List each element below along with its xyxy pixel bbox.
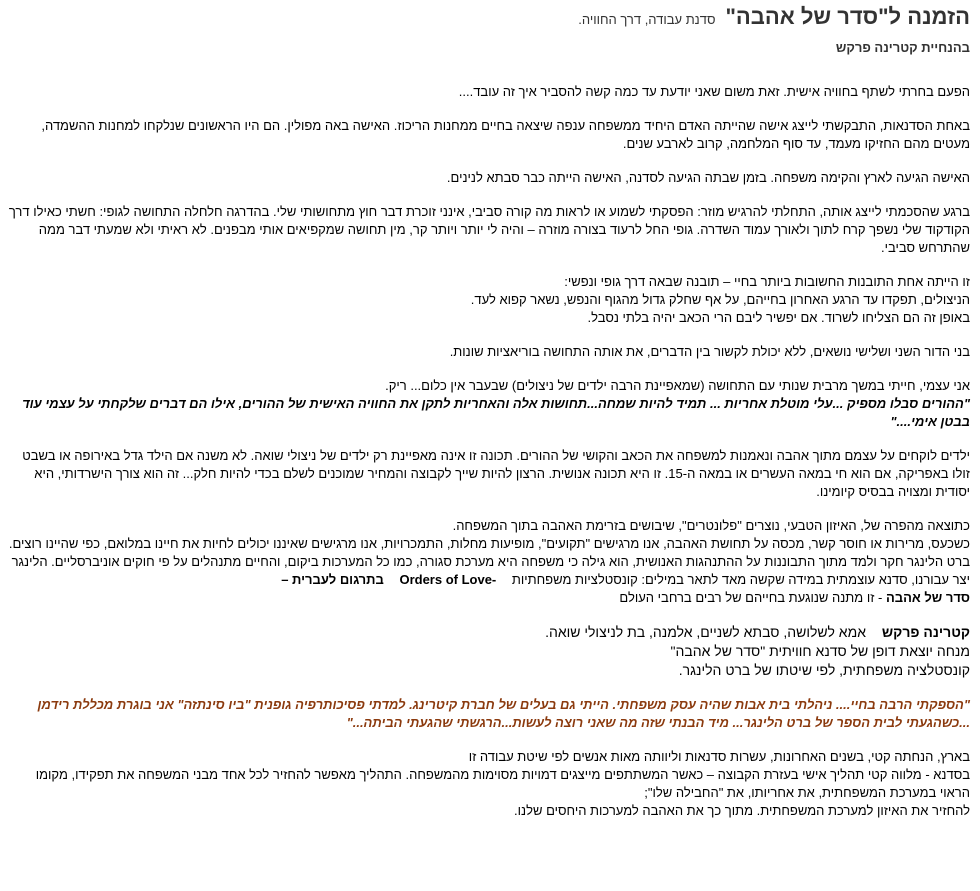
- paragraph-children: ילדים לוקחים על עצמם מתוך אהבה ונאמנות למשפחה את הכאב והקושי של ההורים. תכונה זו אינה מאפיינת רק ילדים של ניצולי שואה. לא משנה אם הילד גדל באירופה או בשבט זולו באפריקה, אם הוא חי במאה העשרים או במאה ה-15. זו היא תכונה אנושית. הרצון להיות שייך לקבוצה והמחיר שמוכנים לשלם בכדי להיות חלק... זה הוא צורך הישרדותי, היא יסודית ומצויה בבסיס קיומינו.: [22, 448, 970, 499]
- bio-line-1: אמא לשלושה, סבתא לשניים, אלמנה, בת לניצולי שואה.: [545, 624, 867, 640]
- translation-label: בתרגום לעברית –: [281, 572, 384, 587]
- hellinger-line-2: כשכעס, מרירות או חוסר קשר, מכסה על תחושת האהבה, אנו מרגישים "תקועים", מופיעות מחלות, התמכרויות, אנו מרגישים שאיננו יכולים לחיות את חיינו במלואם, כפי שהיינו רוצים.: [8, 536, 970, 551]
- personal-plain: אני עצמי, חייתי במשך מרבית שנותי עם התחושה (שמאפיינת הרבה ילדים של ניצולים) שבעבר אין כלום... ריק.: [385, 378, 970, 393]
- paragraph-grandmother: האישה הגיעה לארץ והקימה משפחה. בזמן שבתה הגיעה לסדנה, האישה הייתה כבר סבתא לנינים.: [446, 170, 970, 185]
- paragraph-insight: [8, 273, 970, 327]
- paragraph-workshop: באחת הסדנאות, התבקשתי לייצג אישה שהייתה האדם היחיד ממשפחה ענפה שיצאה בחיים ממחנות הריכוז. האישה באה מפולין. הם היו הראשונים שנלקחו למחנות ההשמדה, מעטים מהם החזיקו מעמד, עד סוף המלחמה, קרוב לארבע שנים.: [41, 118, 970, 151]
- header: [8, 4, 970, 30]
- paragraph-generations: בני הדור השני ושלישי נושאים, ללא יכולת לקשור בין הדברים, את אותה התחושה בוריאציות שונות.: [449, 344, 970, 359]
- bio-name: קטרינה פרקש: [881, 624, 970, 640]
- summary-line-2: בסדנא - מלווה קטי תהליך אישי בעזרת הקבוצה – כאשר המשתתפים מייצגים דמויות מסוימות מהמשפחה. התהליך מאפשר להחזיר לכל אחד מבני המשפחה את תפקידו, מקומו הראוי במערכת המשפחתית, את אחריותו, את "החבילה שלו";: [35, 767, 970, 800]
- bio-line-2: מנחה יוצאת דופן של סדנא חוויתית "סדר של אהבה": [670, 643, 970, 659]
- insight-line-1: זו הייתה אחת התובנות החשובות ביותר בחיי – תובנה שבאה דרך גופי ונפשי:: [564, 274, 970, 289]
- summary-line-3: להחזיר את האיזון למערכת המשפחתית. מתוך כך את האהבה למערכות היחסים שלנו.: [514, 803, 970, 818]
- page-subtitle: סדנת עבודה, דרך החוויה.: [578, 12, 716, 27]
- bio-block: [8, 623, 970, 680]
- orders-of-love: Orders of Love-: [399, 572, 497, 587]
- paragraph-summary: [8, 748, 970, 820]
- quote-block: "הספקתי הרבה בחיי.... ניהלתי בית אבות שהיה עסק משפחתי. הייתי גם בעלים של חברת קיטרינג. למדתי פסיכותרפיה גופנית "ביו סינתזה" אני בוגרת מכללת רידמן ...כשהגעתי לבית הספר של ברט הלינגר... מיד הבנתי שזה מה שאני רוצה לעשות...הרגשתי שהגעתי הביתה...": [37, 697, 970, 730]
- hellinger-line-1: כתוצאה מהפרה של, האיזון הטבעי, נוצרים "פלונטרים", שיבושים בזרימת האהבה בתוך המשפחה.: [452, 518, 970, 533]
- insight-line-2: הניצולים, תפקדו עד הרגע האחרון בחייהם, על אף שחלק גדול מהגוף והנפש, נשאר קפוא לעד.: [470, 292, 970, 307]
- paragraph-intro: הפעם בחרתי לשתף בחוויה אישית. זאת משום שאני יודעת עד כמה קשה להסביר איך זה עובד....: [458, 84, 970, 99]
- paragraph-experience: ברגע שהסכמתי לייצג אותה, התחלתי להרגיש מוזר: הפסקתי לשמוע או לראות מה קורה סביבי, אינני זוכרת דבר חוץ מתחושותי שלי. בהדרגה חלחלה התחושה לגופי: חשתי כאילו דרך הקודקוד שלי נשפך קרח לתוך ולאורך עמוד השדרה. גופי החל לרעוד בצורה מוזרה – והיה לי יותר ויותר קר, מין תחושה שמקפיאים אותי מבפנים. לא ראיתי ולא שמעתי דבר ממה שהתרחש סביבי.: [8, 204, 970, 255]
- personal-quote: "ההורים סבלו מספיק ...עלי מוטלת אחריות ... תמיד להיות שמחה...תחושות אלה והאחריות לתקן את החוויה האישית של ההורים, אילו הם דברים שלקחתי על עצמי עוד בבטן אימי....": [22, 396, 970, 429]
- page-title: הזמנה ל"סדר של אהבה": [725, 4, 970, 29]
- summary-line-1: בארץ, הנחתה קטי, בשנים האחרונות, עשרות סדנאות וליוותה מאות אנשים לפי שיטת עבודה זו: [468, 749, 970, 764]
- insight-line-3: באופן זה הם הצליחו לשרוד. אם יפשיר ליבם הרי הכאב יהיה בלתי נסבל.: [587, 310, 970, 325]
- paragraph-personal: [8, 377, 970, 431]
- gift-text: - זו מתנה שנוגעת בחייהם של רבים ברחבי העולם: [619, 590, 886, 605]
- order-of-love-bold: סדר של אהבה: [885, 590, 970, 605]
- paragraph-hellinger: [8, 517, 970, 607]
- bio-line-3: קונסטלציה משפחתית, לפי שיטתו של ברט הלינגר.: [678, 662, 970, 678]
- byline: בהנחיית קטרינה פרקש: [835, 40, 970, 55]
- hellinger-line-3: ברט הלינגר חקר ולמד מתוך התבוננות על ההתנהגות האנושית, הוא גילה כי משפחה היא מערכת סגורה, כמו כל המערכות ביקום, והחיים מתנהלים על פי חוקים אוניברסליים. הלינגר יצר עבורנו, סדנא עוצמתית במידה שקשה מאד לתאר במילים: קונסטלציות משפחתיות: [11, 554, 970, 587]
